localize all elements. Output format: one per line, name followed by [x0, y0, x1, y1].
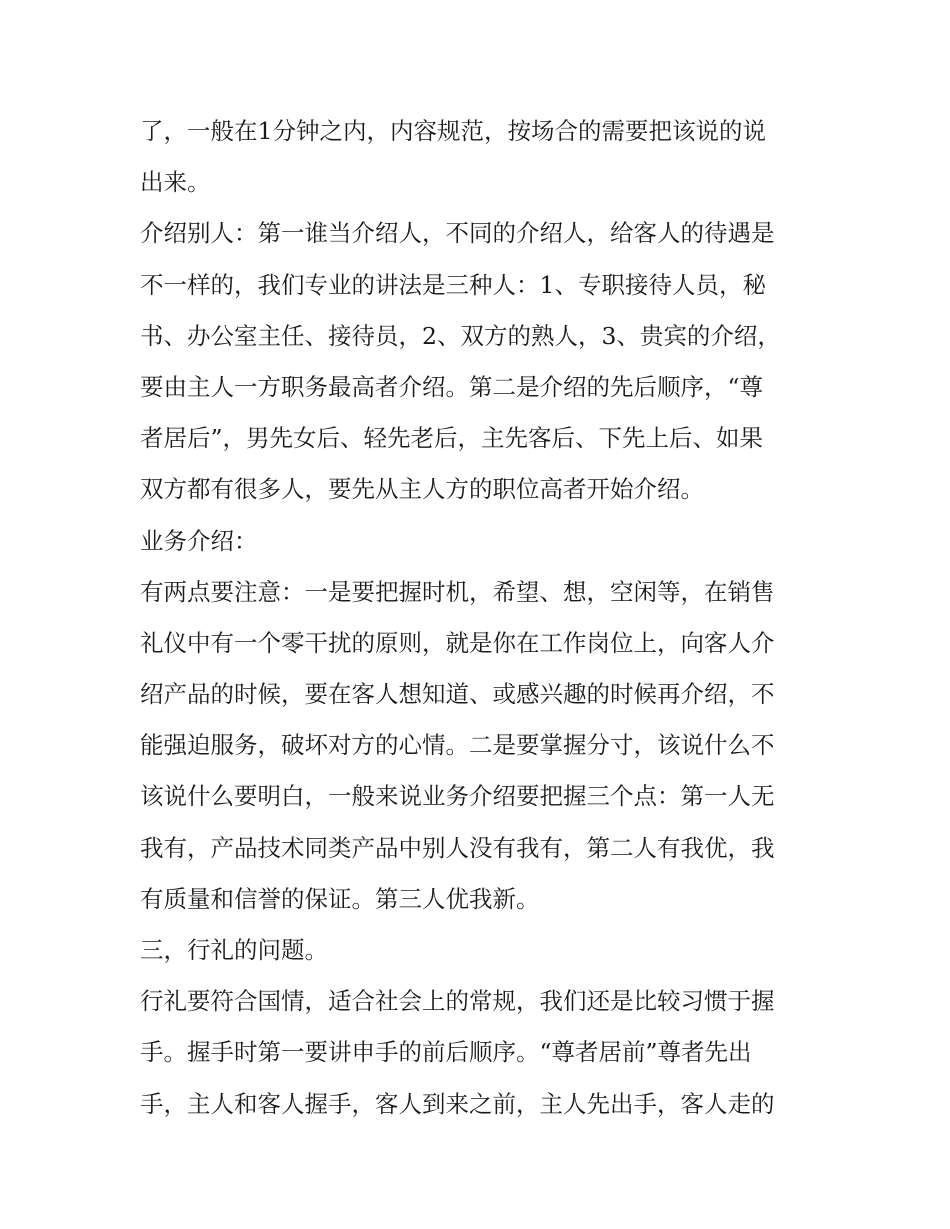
- text-line: 介绍别人：第一谁当介绍人，不同的介绍人，给客人的待遇是: [140, 219, 775, 248]
- text-line: 能强迫服务，破坏对方的心情。二是要掌握分寸，该说什么不: [140, 731, 775, 760]
- text-line: 手。握手时第一要讲申手的前后顺序。“尊者居前”尊者先出: [140, 1038, 752, 1067]
- text-line: 绍产品的时候，要在客人想知道、或感兴趣的时候再介绍，不: [140, 680, 775, 709]
- section-heading: 三，行礼的问题。: [140, 936, 328, 964]
- text-line: 不一样的，我们专业的讲法是三种人：1、专职接待人员，秘: [140, 270, 766, 299]
- text-line: 该说什么要明白，一般来说业务介绍要把握三个点：第一人无: [140, 782, 775, 811]
- text-line: 行礼要符合国情，适合社会上的常规，我们还是比较习惯于握: [140, 987, 775, 1016]
- section-heading: 业务介绍：: [140, 526, 258, 555]
- text-line: 我有，产品技术同类产品中别人没有我有，第二人有我优，我: [140, 833, 775, 862]
- text-line: 手，主人和客人握手，客人到来之前，主人先出手，客人走的: [140, 1089, 775, 1118]
- document-body: [140, 106, 812, 1130]
- text-line: 礼仪中有一个零干扰的原则，就是你在工作岗位上，向客人介: [140, 628, 775, 657]
- text-line: 者居后”，男先女后、轻先老后，主先客后、下先上后、如果: [140, 424, 764, 453]
- text-line: 书、办公室主任、接待员，2、双方的熟人，3、贵宾的介绍，: [140, 321, 781, 350]
- text-line: 有两点要注意：一是要把握时机，希望、想，空闲等，在销售: [140, 577, 775, 606]
- text-line: 双方都有很多人，要先从主人方的职位高者开始介绍。: [140, 475, 704, 504]
- text-line: 出来。: [140, 168, 211, 197]
- text-line: 有质量和信誉的保证。第三人优我新。: [140, 884, 540, 913]
- text-line: 了，一般在1分钟之内，内容规范，按场合的需要把该说的说: [140, 117, 766, 145]
- text-line: 要由主人一方职务最高者介绍。第二是介绍的先后顺序，“尊: [140, 372, 764, 401]
